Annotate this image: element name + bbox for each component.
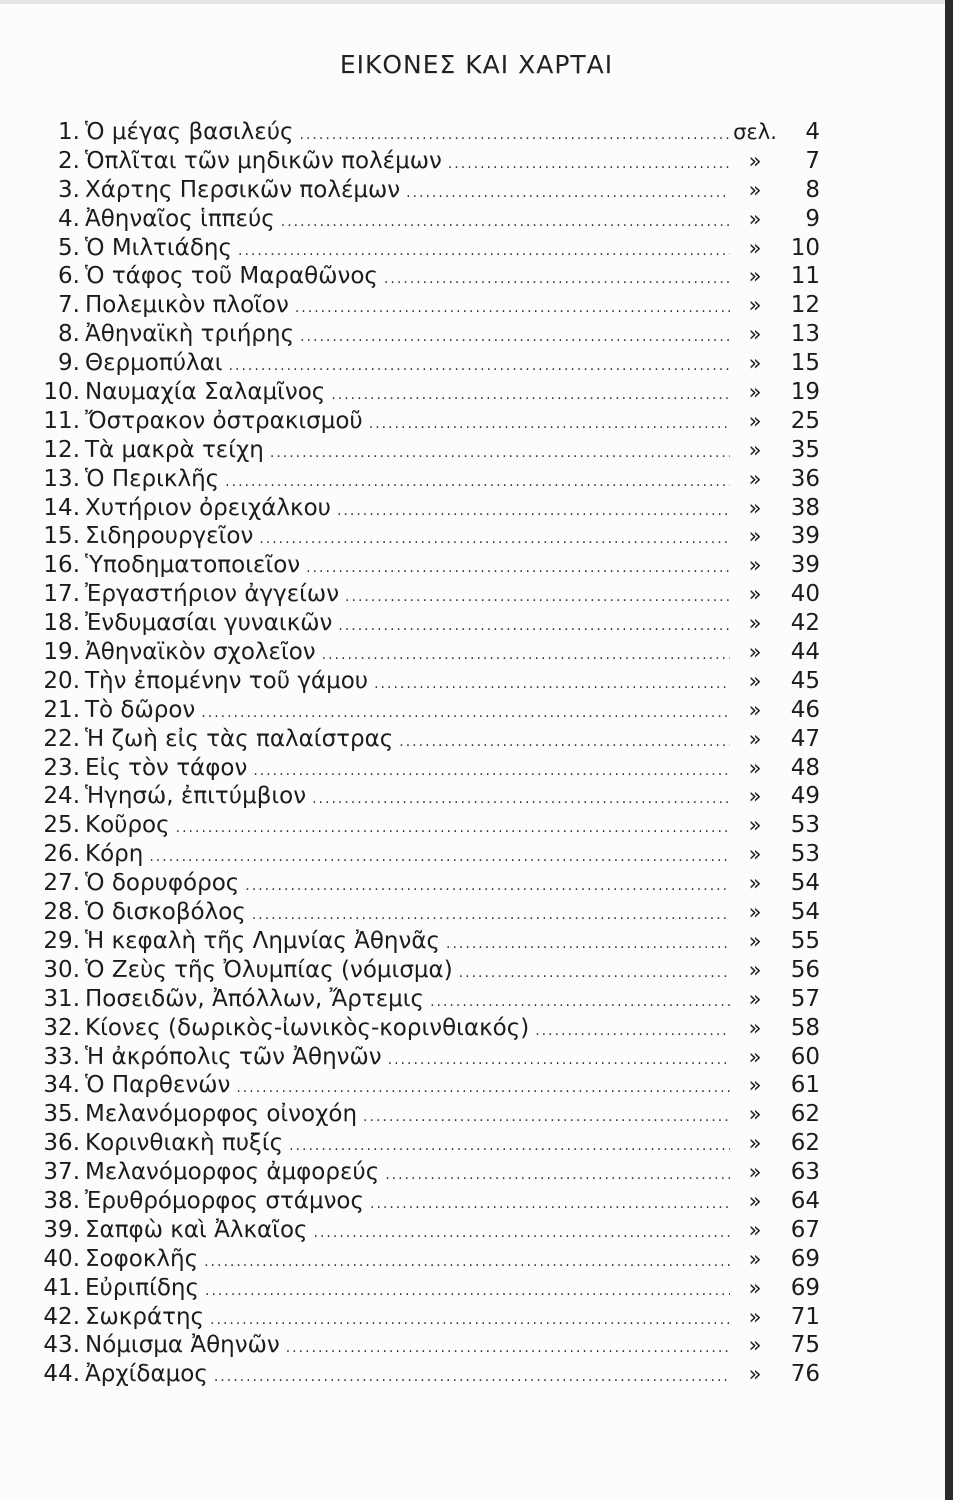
page-label: »: [748, 1333, 762, 1358]
page-number: 53: [790, 812, 820, 839]
page-label: »: [748, 437, 762, 462]
entry-number: 24.: [43, 783, 80, 810]
page-number: 7: [805, 147, 820, 174]
dot-leader: [399, 728, 730, 757]
page-label: »: [748, 408, 762, 433]
page-number: 75: [790, 1332, 820, 1359]
toc-entry: [30, 1100, 820, 1129]
page-label: »: [748, 871, 762, 896]
entry-title: Ἐρυθρόμορφος στάμνος: [85, 1187, 364, 1214]
entry-title: Ναυμαχία Σαλαμῖνος: [85, 379, 326, 406]
entry-number: 7.: [58, 292, 80, 319]
toc-entry: [30, 176, 820, 205]
page-label: »: [748, 351, 762, 376]
toc-entry: [30, 436, 820, 465]
toc-entry: [30, 1129, 820, 1158]
page-number: 67: [790, 1216, 820, 1243]
entry-title: Ἀθηναῖος ἱππεύς: [85, 205, 275, 232]
page-label: »: [748, 928, 762, 953]
page-title: ΕΙΚΟΝΕΣ ΚΑΙ ΧΑΡΤΑΙ: [339, 50, 614, 79]
page-number: 55: [790, 927, 820, 954]
page-number: 25: [790, 407, 820, 434]
toc-entry: [30, 522, 820, 551]
toc-entry: [30, 956, 820, 985]
dot-leader: [388, 1046, 730, 1075]
page-label: »: [748, 322, 762, 347]
page-number: 47: [790, 725, 820, 752]
page-label: »: [748, 726, 762, 751]
page-label: »: [748, 524, 762, 549]
toc-entry: [30, 118, 820, 147]
entry-title: Ὁπλῖται τῶν μηδικῶν πολέμων: [85, 147, 442, 174]
page-label: »: [748, 1073, 762, 1098]
entry-title: Χυτήριον ὀρειχάλκου: [85, 494, 331, 521]
toc-entry: [30, 1360, 820, 1389]
dot-leader: [252, 901, 730, 930]
dot-leader: [149, 843, 730, 872]
entry-number: 28.: [43, 899, 80, 926]
entry-title: Ἀθηναϊκὴ τριήρης: [85, 321, 295, 348]
page-number: 8: [805, 176, 820, 203]
entry-title: Μελανόμορφος οἰνοχόη: [85, 1101, 358, 1128]
page-label: »: [748, 1102, 762, 1127]
entry-number: 40.: [43, 1245, 80, 1272]
entry-number: 1.: [58, 119, 80, 145]
page-label: »: [748, 1217, 762, 1242]
toc-entry: [30, 609, 820, 638]
toc-entry: [30, 1187, 820, 1216]
dot-leader: [535, 1017, 730, 1046]
dot-leader: [331, 381, 730, 410]
page-number: 61: [790, 1072, 820, 1099]
entry-number: 5.: [58, 234, 80, 261]
dot-leader: [205, 1277, 730, 1306]
entry-title: Σαπφὼ καὶ Ἀλκαῖος: [85, 1216, 308, 1243]
table-of-contents: [30, 118, 820, 1389]
entry-number: 26.: [43, 841, 80, 868]
toc-entry: [30, 1158, 820, 1187]
dot-leader: [314, 1219, 730, 1248]
toc-entry: [30, 754, 820, 783]
toc-entry: [30, 494, 820, 523]
entry-number: 21.: [43, 696, 80, 723]
dot-leader: [374, 670, 730, 699]
page-number: 76: [790, 1361, 820, 1388]
page-label: σελ.: [733, 120, 777, 144]
entry-title: Ἡ κεφαλὴ τῆς Λημνίας Ἀθηνᾶς: [85, 927, 441, 954]
entry-number: 22.: [43, 725, 80, 752]
dot-leader: [176, 814, 730, 843]
entry-number: 13.: [43, 465, 80, 492]
page-number: 12: [790, 292, 820, 319]
page-label: »: [748, 1304, 762, 1329]
page-number: 39: [790, 552, 820, 579]
page-label: »: [748, 784, 762, 809]
page-label: »: [748, 640, 762, 665]
page-label: »: [748, 553, 762, 578]
entry-number: 18.: [43, 610, 80, 637]
page-label: »: [748, 1246, 762, 1271]
dot-leader: [253, 757, 730, 786]
page-number: 9: [805, 205, 820, 232]
dot-leader: [363, 1103, 730, 1132]
page-label: »: [748, 495, 762, 520]
page-number: 63: [790, 1159, 820, 1186]
page-number: 53: [790, 841, 820, 868]
dot-leader: [201, 699, 730, 728]
page-label: »: [748, 668, 762, 693]
page-label: »: [748, 957, 762, 982]
entry-number: 27.: [43, 870, 80, 897]
page-number: 42: [790, 610, 820, 637]
toc-entry: [30, 696, 820, 725]
entry-number: 36.: [43, 1130, 80, 1157]
dot-leader: [210, 1306, 730, 1335]
toc-entry: [30, 811, 820, 840]
entry-number: 4.: [58, 205, 80, 232]
entry-title: Ὑποδηματοποιεῖον: [85, 552, 301, 579]
entry-title: Θερμοπύλαι: [85, 350, 223, 377]
page-number: 69: [790, 1245, 820, 1272]
page-label: »: [748, 1160, 762, 1185]
page-label: »: [748, 206, 762, 231]
page-number: 56: [790, 956, 820, 983]
page-label: »: [748, 611, 762, 636]
entry-number: 41.: [43, 1274, 80, 1301]
page-number: 48: [790, 754, 820, 781]
page-label: »: [748, 582, 762, 607]
page-label: »: [748, 1044, 762, 1069]
page-label: »: [748, 1362, 762, 1387]
toc-entry: [30, 840, 820, 869]
dot-leader: [370, 1190, 730, 1219]
page-label: »: [748, 235, 762, 260]
entry-title: Πολεμικὸν πλοῖον: [85, 292, 289, 319]
dot-leader: [300, 121, 730, 150]
page-label: »: [748, 177, 762, 202]
entry-title: Ἡ ζωὴ εἰς τὰς παλαίστρας: [85, 725, 394, 752]
page-number: 60: [790, 1043, 820, 1070]
dot-leader: [406, 179, 730, 208]
entry-title: Ὁ δισκοβόλος: [85, 899, 246, 926]
page-number: 40: [790, 581, 820, 608]
dot-leader: [259, 525, 730, 554]
entry-number: 44.: [43, 1361, 80, 1388]
page-label: »: [748, 466, 762, 491]
toc-entry: [30, 234, 820, 263]
page-label: »: [748, 1015, 762, 1040]
entry-number: 38.: [43, 1187, 80, 1214]
dot-leader: [384, 265, 730, 294]
toc-entry: [30, 378, 820, 407]
entry-title: Ὁ Ζεὺς τῆς Ὀλυμπίας (νόμισμα): [85, 956, 453, 983]
page-number: 69: [790, 1274, 820, 1301]
entry-number: 19.: [43, 639, 80, 666]
dot-leader: [385, 1161, 730, 1190]
page-number: 62: [790, 1101, 820, 1128]
entry-number: 8.: [58, 321, 80, 348]
page-number: 44: [790, 639, 820, 666]
entry-title: Κορινθιακὴ πυξίς: [85, 1130, 284, 1157]
entry-title: Ὁ Παρθενών: [85, 1072, 231, 1099]
toc-entry: [30, 725, 820, 754]
entry-number: 39.: [43, 1216, 80, 1243]
entry-title: Εἰς τὸν τάφον: [85, 754, 248, 781]
entry-title: Ἐνδυμασίαι γυναικῶν: [85, 610, 333, 637]
entry-title: Τὰ μακρὰ τείχη: [85, 436, 264, 463]
entry-number: 12.: [43, 436, 80, 463]
dot-leader: [312, 785, 730, 814]
page-number: 57: [790, 985, 820, 1012]
page-number: 35: [790, 436, 820, 463]
page-number: 71: [790, 1303, 820, 1330]
entry-number: 14.: [43, 494, 80, 521]
dot-leader: [245, 872, 730, 901]
entry-title: Εὐριπίδης: [85, 1274, 200, 1301]
page-label: »: [748, 1275, 762, 1300]
page-number: 45: [790, 667, 820, 694]
dot-leader: [238, 237, 730, 266]
entry-title: Ὁ Περικλῆς: [85, 465, 220, 492]
entry-number: 11.: [43, 407, 80, 434]
entry-number: 9.: [58, 350, 80, 377]
dot-leader: [430, 988, 730, 1017]
entry-number: 34.: [43, 1072, 80, 1099]
entry-title: Ἀθηναϊκὸν σχολεῖον: [85, 639, 316, 666]
entry-title: Ὁ μέγας βασιλεύς: [85, 119, 294, 145]
page-number: 11: [790, 263, 820, 290]
page-label: »: [748, 697, 762, 722]
entry-title: Ὁ δορυφόρος: [85, 870, 240, 897]
entry-title: Ἡγησώ, ἐπιτύμβιον: [85, 783, 307, 810]
entry-title: Τὸ δῶρον: [85, 696, 196, 723]
page-right-edge: [945, 0, 953, 1500]
toc-entry: [30, 1043, 820, 1072]
toc-entry: [30, 1331, 820, 1360]
entry-number: 29.: [43, 927, 80, 954]
entry-number: 20.: [43, 667, 80, 694]
entry-title: Ἀρχίδαμος: [85, 1361, 208, 1388]
page-number: 10: [790, 234, 820, 261]
dot-leader: [214, 1363, 730, 1392]
toc-entry: [30, 262, 820, 291]
entry-number: 33.: [43, 1043, 80, 1070]
toc-entry: [30, 465, 820, 494]
dot-leader: [306, 554, 730, 583]
entry-number: 32.: [43, 1014, 80, 1041]
toc-entry: [30, 1274, 820, 1303]
page-number: 36: [790, 465, 820, 492]
toc-entry: [30, 898, 820, 927]
entry-title: Σοφοκλῆς: [85, 1245, 199, 1272]
dot-leader: [281, 208, 730, 237]
page-label: »: [748, 986, 762, 1011]
page-number: 38: [790, 494, 820, 521]
entry-number: 16.: [43, 552, 80, 579]
entry-number: 6.: [58, 263, 80, 290]
page-number: 13: [790, 321, 820, 348]
entry-number: 15.: [43, 523, 80, 550]
entry-number: 30.: [43, 956, 80, 983]
toc-entry: [30, 1245, 820, 1274]
dot-leader: [225, 468, 730, 497]
page-label: »: [748, 842, 762, 867]
toc-entry: [30, 580, 820, 609]
entry-number: 37.: [43, 1159, 80, 1186]
page-number: 15: [790, 350, 820, 377]
toc-entry: [30, 291, 820, 320]
toc-entry: [30, 205, 820, 234]
entry-number: 10.: [43, 379, 80, 406]
page-number: 49: [790, 783, 820, 810]
entry-title: Ἐργαστήριον ἀγγείων: [85, 581, 340, 608]
dot-leader: [270, 439, 730, 468]
dot-leader: [204, 1248, 730, 1277]
toc-entry: [30, 1014, 820, 1043]
page-label: »: [748, 380, 762, 405]
entry-title: Κίονες (δωρικὸς-ἰωνικὸς-κορινθιακός): [85, 1014, 530, 1041]
toc-entry: [30, 638, 820, 667]
page-number: 4: [805, 119, 820, 145]
toc-entry: [30, 551, 820, 580]
entry-number: 3.: [58, 176, 80, 203]
page-label: »: [748, 1131, 762, 1156]
entry-number: 35.: [43, 1101, 80, 1128]
page-number: 54: [790, 899, 820, 926]
entry-title: Ὁ τάφος τοῦ Μαραθῶνος: [85, 263, 378, 290]
entry-title: Χάρτης Περσικῶν πολέμων: [85, 176, 401, 203]
entry-title: Ποσειδῶν, Ἀπόλλων, Ἄρτεμις: [85, 985, 425, 1012]
entry-number: 17.: [43, 581, 80, 608]
page-label: »: [748, 755, 762, 780]
entry-number: 43.: [43, 1332, 80, 1359]
dot-leader: [448, 150, 730, 179]
toc-entry: [30, 1216, 820, 1245]
entry-title: Ὄστρακον ὀστρακισμοῦ: [85, 407, 363, 434]
toc-entry: [30, 407, 820, 436]
toc-entry: [30, 782, 820, 811]
page-label: »: [748, 1188, 762, 1213]
page-label: »: [748, 813, 762, 838]
page-number: 39: [790, 523, 820, 550]
dot-leader: [459, 959, 730, 988]
entry-title: Μελανόμορφος ἀμφορεύς: [85, 1159, 380, 1186]
page-number: 62: [790, 1130, 820, 1157]
dot-leader: [345, 583, 730, 612]
dot-leader: [295, 294, 730, 323]
dot-leader: [229, 352, 730, 381]
entry-title: Κοῦρος: [85, 812, 170, 839]
dot-leader: [446, 930, 730, 959]
entry-title: Τὴν ἐπομένην τοῦ γάμου: [85, 667, 369, 694]
page-number: 64: [790, 1187, 820, 1214]
toc-entry: [30, 927, 820, 956]
toc-entry: [30, 985, 820, 1014]
toc-entry: [30, 869, 820, 898]
entry-number: 23.: [43, 754, 80, 781]
page-label: »: [748, 148, 762, 173]
dot-leader: [286, 1334, 730, 1363]
page-number: 58: [790, 1014, 820, 1041]
entry-title: Ἡ ἀκρόπολις τῶν Ἀθηνῶν: [85, 1043, 382, 1070]
dot-leader: [289, 1132, 730, 1161]
entry-number: 31.: [43, 985, 80, 1012]
dot-leader: [369, 410, 730, 439]
entry-number: 25.: [43, 812, 80, 839]
toc-entry: [30, 667, 820, 696]
toc-entry: [30, 1303, 820, 1332]
toc-entry: [30, 320, 820, 349]
entry-title: Κόρη: [85, 841, 144, 868]
entry-number: 42.: [43, 1303, 80, 1330]
dot-leader: [300, 323, 730, 352]
entry-title: Νόμισμα Ἀθηνῶν: [85, 1332, 280, 1359]
page-label: »: [748, 293, 762, 318]
dot-leader: [322, 641, 730, 670]
entry-title: Ὁ Μιλτιάδης: [85, 234, 232, 261]
page-number: 54: [790, 870, 820, 897]
page-top-edge: [0, 0, 953, 4]
dot-leader: [337, 497, 730, 526]
toc-entry: [30, 1071, 820, 1100]
page-number: 46: [790, 696, 820, 723]
entry-number: 2.: [58, 147, 80, 174]
dot-leader: [338, 612, 730, 641]
toc-entry: [30, 349, 820, 378]
toc-entry: [30, 147, 820, 176]
page-number: 19: [790, 379, 820, 406]
entry-title: Σωκράτης: [85, 1303, 205, 1330]
dot-leader: [236, 1074, 730, 1103]
page-label: »: [748, 264, 762, 289]
entry-title: Σιδηρουργεῖον: [85, 523, 254, 550]
page-label: »: [748, 900, 762, 925]
